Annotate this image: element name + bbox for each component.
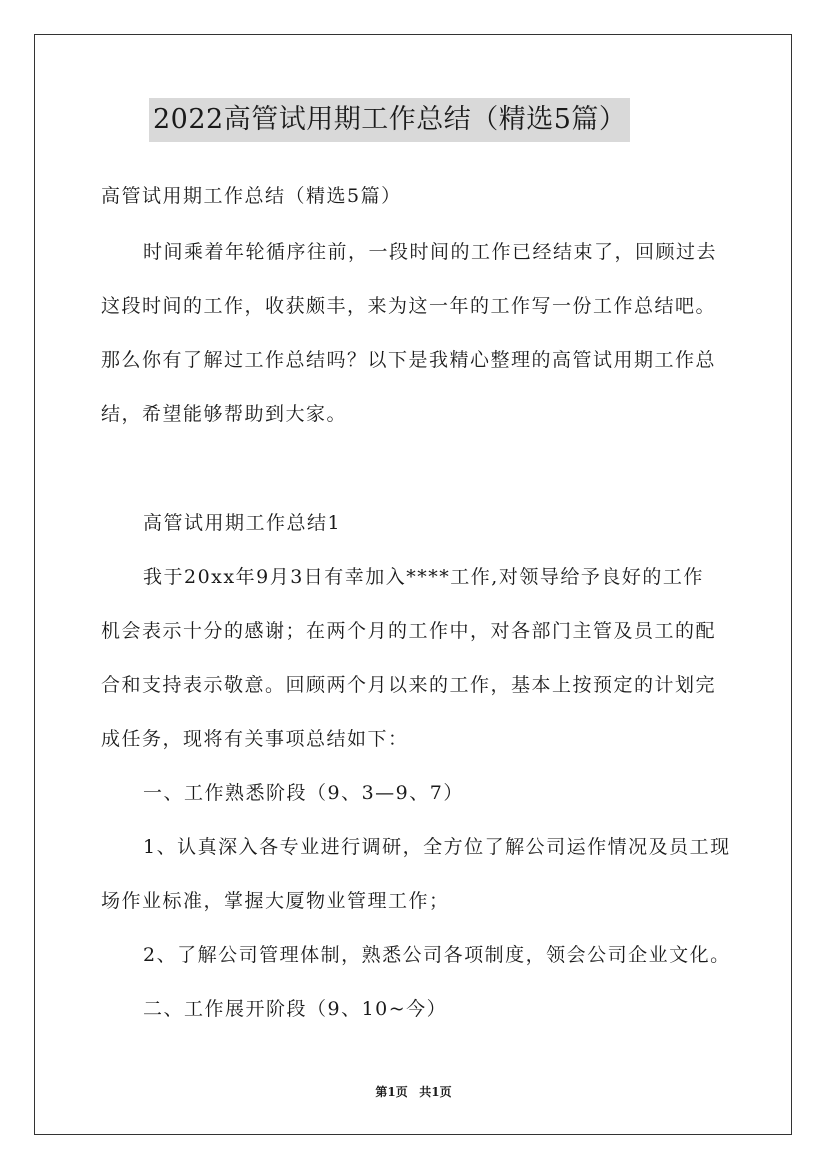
paragraph-line: 我于20xx年9月3日有幸加入****工作,对领导给予良好的工作 — [143, 566, 704, 588]
paragraph-line: 成任务，现将有关事项总结如下： — [101, 728, 409, 750]
section-heading: 高管试用期工作总结1 — [143, 512, 342, 534]
page-total: 共1页 — [419, 1085, 452, 1099]
list-heading: 一、工作熟悉阶段（9、3—9、7） — [143, 782, 464, 804]
paragraph-line: 机会表示十分的感谢；在两个月的工作中，对各部门主管及员工的配 — [101, 620, 717, 642]
page-number: 第1页 — [375, 1085, 408, 1099]
subtitle-line: 高管试用期工作总结（精选5篇） — [101, 185, 402, 207]
paragraph-line: 结，希望能够帮助到大家。 — [101, 403, 348, 425]
list-item-continuation: 场作业标准，掌握大厦物业管理工作； — [101, 890, 450, 912]
page-footer — [0, 1083, 827, 1100]
paragraph-line: 这段时间的工作，收获颇丰，来为这一年的工作写一份工作总结吧。 — [101, 295, 717, 317]
list-item: 1、认真深入各专业进行调研，全方位了解公司运作情况及员工现 — [143, 836, 731, 858]
paragraph-line: 时间乘着年轮循序往前，一段时间的工作已经结束了，回顾过去 — [143, 241, 718, 263]
paragraph-line: 合和支持表示敬意。回顾两个月以来的工作，基本上按预定的计划完 — [101, 674, 717, 696]
list-item: 2、了解公司管理体制，熟悉公司各项制度，领会公司企业文化。 — [143, 944, 731, 966]
list-heading: 二、工作展开阶段（9、10~今） — [143, 998, 448, 1020]
document-title: 2022高管试用期工作总结（精选5篇） — [149, 98, 630, 142]
paragraph-line: 那么你有了解过工作总结吗？以下是我精心整理的高管试用期工作总 — [101, 349, 717, 371]
